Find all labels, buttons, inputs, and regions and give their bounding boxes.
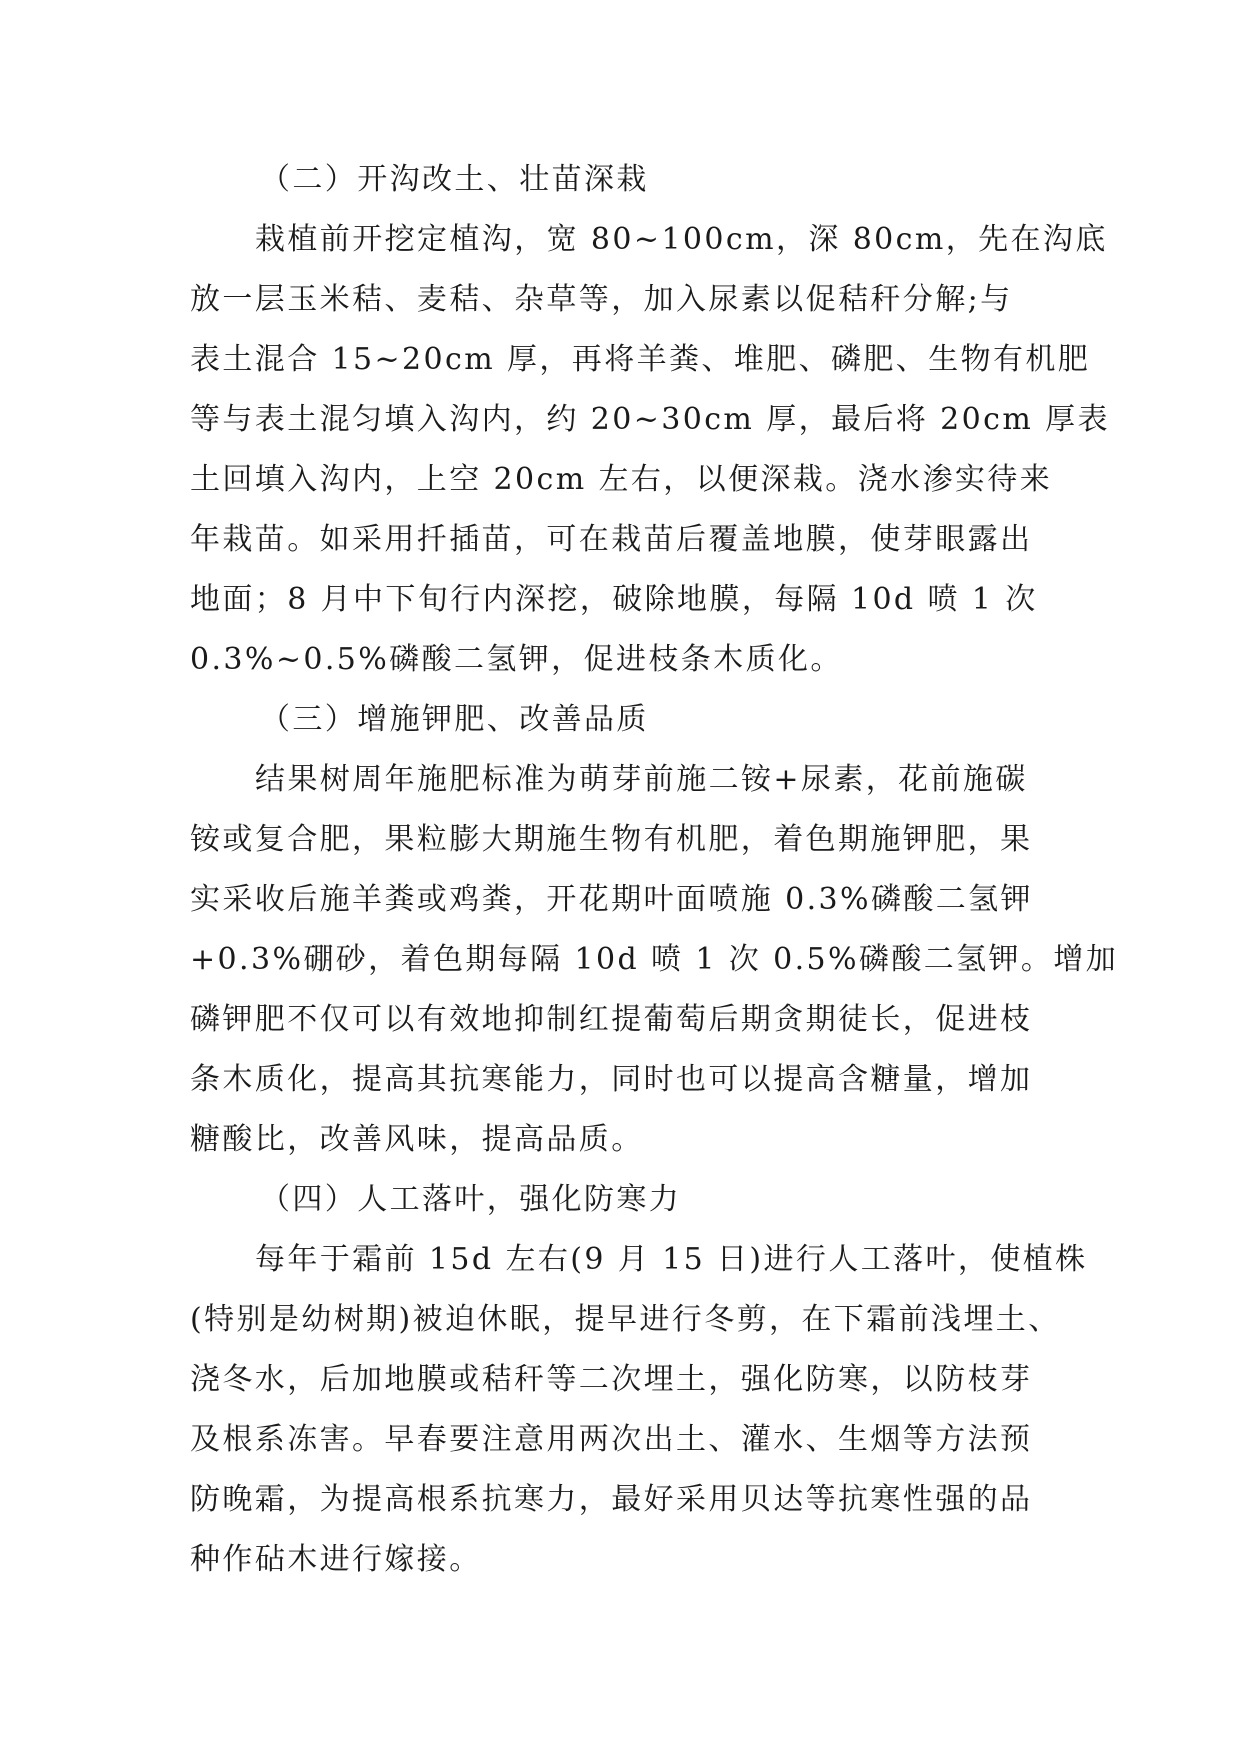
paragraph-line: 年栽苗。如采用扦插苗，可在栽苗后覆盖地膜，使芽眼露出 <box>190 522 1033 557</box>
paragraph-line: (特别是幼树期)被迫休眠，提早进行冬剪，在下霜前浅埋土、 <box>190 1302 1061 1337</box>
section-heading: （三）增施钾肥、改善品质 <box>260 702 649 737</box>
paragraph-line: 磷钾肥不仅可以有效地抑制红提葡萄后期贪期徒长，促进枝 <box>190 1002 1033 1037</box>
paragraph-line: 栽植前开挖定植沟，宽 80~100cm，深 80cm，先在沟底 <box>255 222 1108 257</box>
paragraph-line: 铵或复合肥，果粒膨大期施生物有机肥，着色期施钾肥，果 <box>190 822 1033 857</box>
section-heading: （二）开沟改土、壮苗深栽 <box>260 162 649 197</box>
paragraph-line: 结果树周年施肥标准为萌芽前施二铵+尿素，花前施碳 <box>255 762 1028 797</box>
paragraph-line: 浇冬水，后加地膜或秸秆等二次埋土，强化防寒，以防枝芽 <box>190 1362 1033 1397</box>
paragraph-line: 实采收后施羊粪或鸡粪，开花期叶面喷施 0.3%磷酸二氢钾 <box>190 882 1033 917</box>
paragraph-line: 及根系冻害。早春要注意用两次出土、灌水、生烟等方法预 <box>190 1422 1033 1457</box>
paragraph-line: 防晚霜，为提高根系抗寒力，最好采用贝达等抗寒性强的品 <box>190 1482 1033 1517</box>
paragraph-line: 种作砧木进行嫁接。 <box>190 1542 482 1577</box>
paragraph-line: 土回填入沟内，上空 20cm 左右，以便深栽。浇水渗实待来 <box>190 462 1053 497</box>
section-3 <box>190 690 1119 1170</box>
section-paragraph <box>190 1230 1088 1590</box>
paragraph-line: 条木质化，提高其抗寒能力，同时也可以提高含糖量，增加 <box>190 1062 1033 1097</box>
paragraph-line: 每年于霜前 15d 左右(9 月 15 日)进行人工落叶，使植株 <box>255 1242 1088 1277</box>
section-4 <box>190 1170 1088 1590</box>
paragraph-line: +0.3%硼砂，着色期每隔 10d 喷 1 次 0.5%磷酸二氢钾。增加 <box>190 942 1119 977</box>
paragraph-line: 表土混合 15~20cm 厚，再将羊粪、堆肥、磷肥、生物有机肥 <box>190 342 1091 377</box>
paragraph-line: 地面；8 月中下旬行内深挖，破除地膜，每隔 10d 喷 1 次 <box>190 582 1038 617</box>
section-paragraph <box>190 210 1110 690</box>
paragraph-line: 等与表土混匀填入沟内，约 20~30cm 厚，最后将 20cm 厚表 <box>190 402 1110 437</box>
section-paragraph <box>190 750 1119 1170</box>
paragraph-line: 糖酸比，改善风味，提高品质。 <box>190 1122 644 1157</box>
paragraph-line: 0.3%~0.5%磷酸二氢钾，促进枝条木质化。 <box>190 642 843 677</box>
section-2 <box>190 150 1110 690</box>
section-heading: （四）人工落叶，强化防寒力 <box>260 1182 682 1217</box>
paragraph-line: 放一层玉米秸、麦秸、杂草等，加入尿素以促秸秆分解;与 <box>190 282 1013 317</box>
